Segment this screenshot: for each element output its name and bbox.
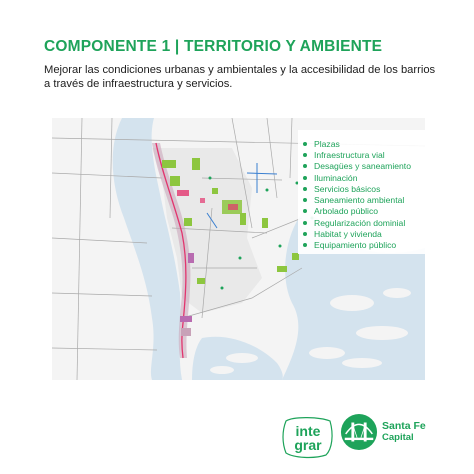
legend-item: Plazas — [303, 138, 411, 149]
integrar-logo-line2: grar — [294, 437, 322, 453]
legend-item: Desagües y saneamiento — [303, 161, 411, 172]
bullet-dot-icon — [303, 221, 307, 225]
legend-item: Iluminación — [303, 172, 411, 183]
legend-item: Habitat y vivienda — [303, 228, 411, 239]
map-legend — [303, 138, 411, 251]
bullet-dot-icon — [303, 209, 307, 213]
bridge-emblem-icon — [340, 413, 378, 451]
bullet-dot-icon — [303, 198, 307, 202]
santafe-logo-line2: Capital — [382, 432, 414, 443]
bullet-dot-icon — [303, 164, 307, 168]
legend-item: Equipamiento público — [303, 240, 411, 251]
legend-item: Regularización dominial — [303, 217, 411, 228]
bullet-dot-icon — [303, 153, 307, 157]
integrar-logo-line1: inte — [295, 423, 321, 439]
page-title: COMPONENTE 1 | TERRITORIO Y AMBIENTE — [44, 38, 383, 55]
santafe-logo-text — [382, 421, 426, 443]
legend-item: Infraestructura vial — [303, 149, 411, 160]
legend-item: Arbolado público — [303, 206, 411, 217]
bullet-dot-icon — [303, 142, 307, 146]
santafe-logo-line1: Santa Fe — [382, 420, 426, 432]
bullet-dot-icon — [303, 232, 307, 236]
santafe-logo — [340, 413, 426, 451]
legend-item: Saneamiento ambiental — [303, 194, 411, 205]
bullet-dot-icon — [303, 187, 307, 191]
integrar-logo — [280, 415, 336, 459]
page-subtitle: Mejorar las condiciones urbanas y ambientales y la accesibilidad de los barrios a través de infraestructura y servicios. — [44, 64, 436, 90]
bullet-dot-icon — [303, 176, 307, 180]
bullet-dot-icon — [303, 243, 307, 247]
legend-item: Servicios básicos — [303, 183, 411, 194]
